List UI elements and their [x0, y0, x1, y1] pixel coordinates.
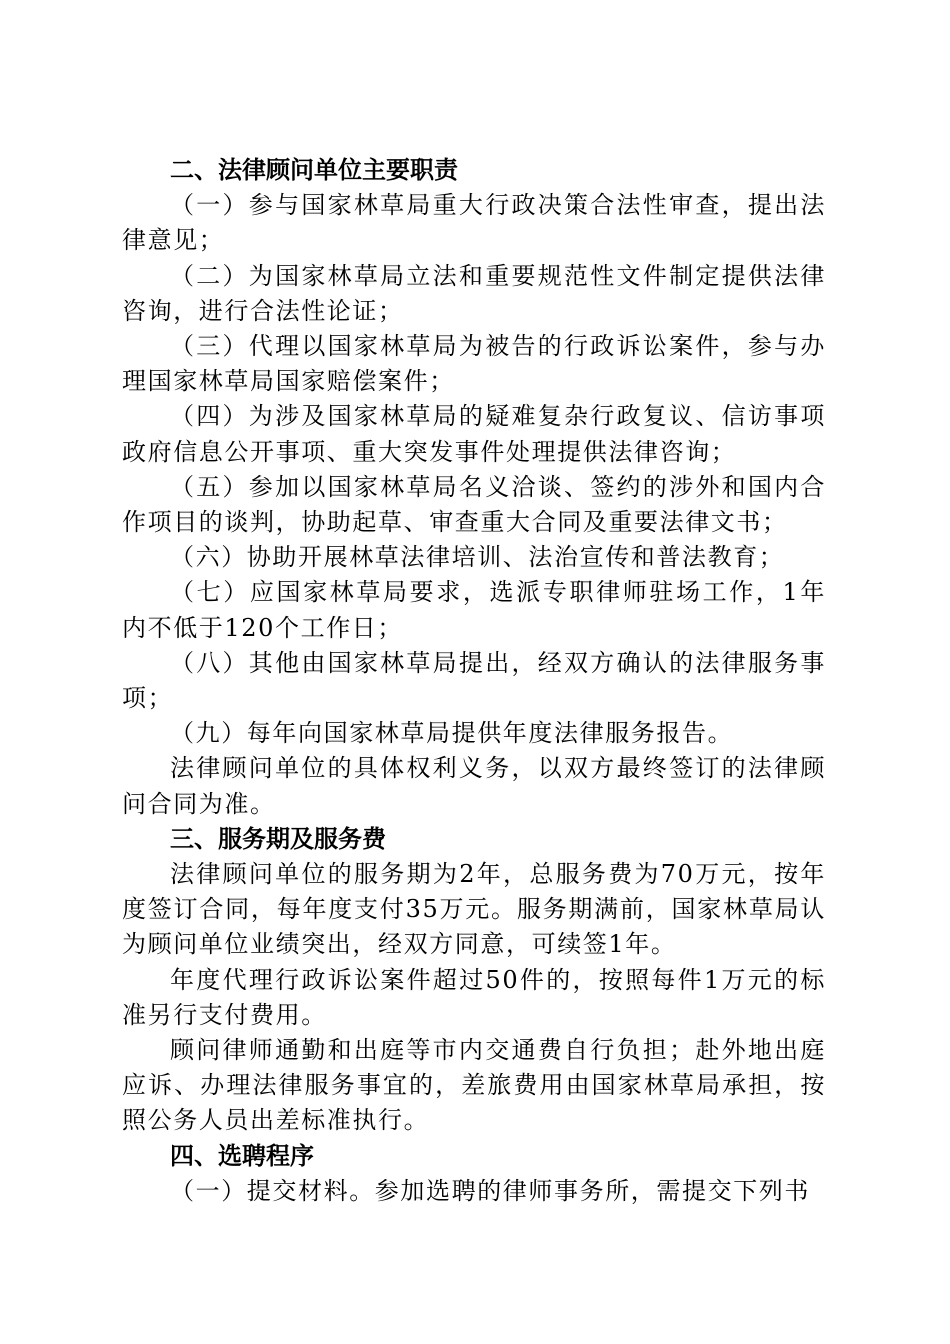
- litigation-fee-paragraph: 年度代理行政诉讼案件超过50件的，按照每件1万元的标准另行支付费用。: [122, 965, 826, 1029]
- duty-item-3: （三）代理以国家林草局为被告的行政诉讼案件，参与办理国家林草局国家赔偿案件；: [122, 332, 826, 396]
- document-page: [122, 153, 826, 1209]
- service-term-paragraph: 法律顾问单位的服务期为2年，总服务费为70万元，按年度签订合同，每年度支付35万元。服务期满前，国家林草局认为顾问单位业绩突出，经双方同意，可续签1年。: [122, 860, 826, 959]
- travel-expense-paragraph: 顾问律师通勤和出庭等市内交通费自行负担；赴外地出庭应诉、办理法律服务事宜的，差旅费用由国家林草局承担，按照公务人员出差标准执行。: [122, 1036, 826, 1135]
- section-heading-service-term: 三、服务期及服务费: [170, 824, 386, 853]
- duty-item-1: （一）参与国家林草局重大行政决策合法性审查，提出法律意见；: [122, 191, 826, 255]
- selection-step-1: （一）提交材料。参加选聘的律师事务所，需提交下列书: [170, 1176, 810, 1205]
- duty-item-7: （七）应国家林草局要求，选派专职律师驻场工作，1年内不低于120个工作日；: [122, 578, 826, 642]
- duty-item-2: （二）为国家林草局立法和重要规范性文件制定提供法律咨询，进行合法性论证；: [122, 261, 826, 325]
- section-heading-selection: 四、选聘程序: [170, 1141, 314, 1170]
- duties-closing-paragraph: 法律顾问单位的具体权利义务，以双方最终签订的法律顾问合同为准。: [122, 754, 826, 818]
- duty-item-6: （六）协助开展林草法律培训、法治宣传和普法教育；: [170, 543, 785, 572]
- duty-item-4: （四）为涉及国家林草局的疑难复杂行政复议、信访事项政府信息公开事项、重大突发事件处理提供法律咨询；: [122, 402, 826, 466]
- duty-item-5: （五）参加以国家林草局名义洽谈、签约的涉外和国内合作项目的谈判，协助起草、审查重大合同及重要法律文书；: [122, 472, 826, 537]
- duty-item-9: （九）每年向国家林草局提供年度法律服务报告。: [170, 719, 734, 748]
- duty-item-8: （八）其他由国家林草局提出，经双方确认的法律服务事项；: [122, 648, 826, 713]
- section-heading-duties: 二、法律顾问单位主要职责: [170, 156, 458, 184]
